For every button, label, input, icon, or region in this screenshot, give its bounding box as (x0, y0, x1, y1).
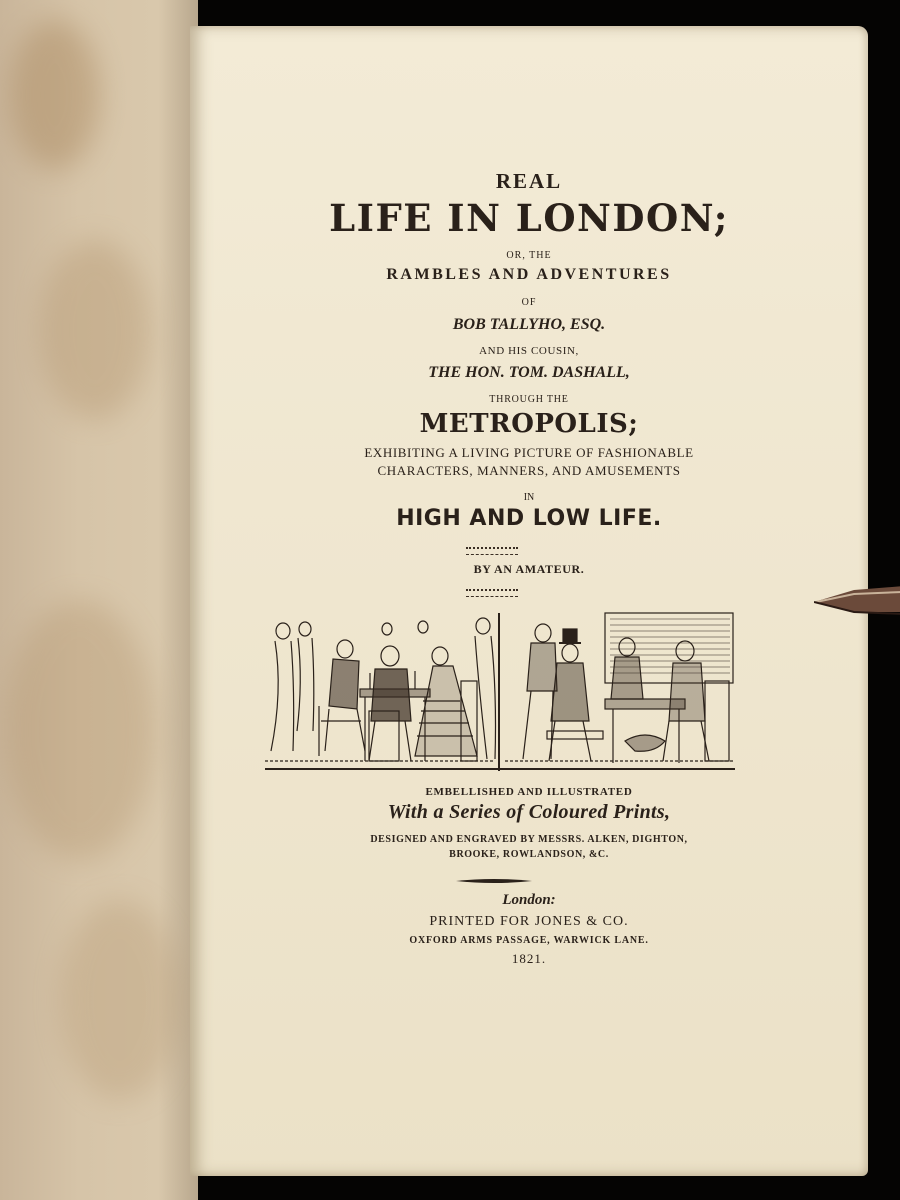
in-line: IN (523, 492, 535, 503)
title-real: REAL (495, 169, 563, 193)
title-main: LIFE IN LONDON; (329, 196, 729, 240)
ornament-rule-bottom (466, 589, 518, 597)
ornament-rule-top (466, 547, 518, 555)
embellished-line: EMBELLISHED AND ILLUSTRATED (425, 786, 633, 798)
author-line: BY AN AMATEUR. (473, 562, 585, 576)
imprint-year: 1821. (511, 951, 547, 966)
character-bob: BOB TALLYHO, ESQ. (452, 316, 606, 333)
subtitle-rambles: RAMBLES AND ADVENTURES (386, 266, 672, 283)
of-line: OF (521, 297, 537, 308)
engravers-line-2: BROOKE, ROWLANDSON, &C. (449, 849, 609, 860)
through-the-line: THROUGH THE (489, 394, 569, 405)
coloured-prints-line: With a Series of Coloured Prints, (387, 801, 671, 823)
title-page (190, 26, 868, 1176)
facing-endpaper (0, 0, 198, 1200)
engravers-line-1: DESIGNED AND ENGRAVED BY MESSRS. ALKEN, DIGHTON, (370, 834, 688, 845)
metropolis-heading: METROPOLIS; (419, 409, 639, 439)
character-tom: THE HON. TOM. DASHALL, (428, 364, 630, 381)
or-the-line: OR, THE (506, 250, 552, 261)
imprint-city: London: (502, 892, 556, 908)
imprint-address: OXFORD ARMS PASSAGE, WARWICK LANE. (409, 935, 649, 946)
engraving-illustration (265, 611, 735, 776)
exhibiting-line-2: CHARACTERS, MANNERS, AND AMUSEMENTS (377, 463, 681, 478)
and-his-cousin-line: AND HIS COUSIN, (479, 345, 579, 357)
exhibiting-line-1: EXHIBITING A LIVING PICTURE OF FASHIONABLE (364, 445, 694, 460)
ornamental-rule (456, 878, 532, 884)
high-and-low-life-heading: HIGH AND LOW LIFE. (396, 506, 662, 531)
imprint-printer: PRINTED FOR JONES & CO. (429, 914, 629, 929)
pen-pointer-icon (814, 582, 900, 620)
